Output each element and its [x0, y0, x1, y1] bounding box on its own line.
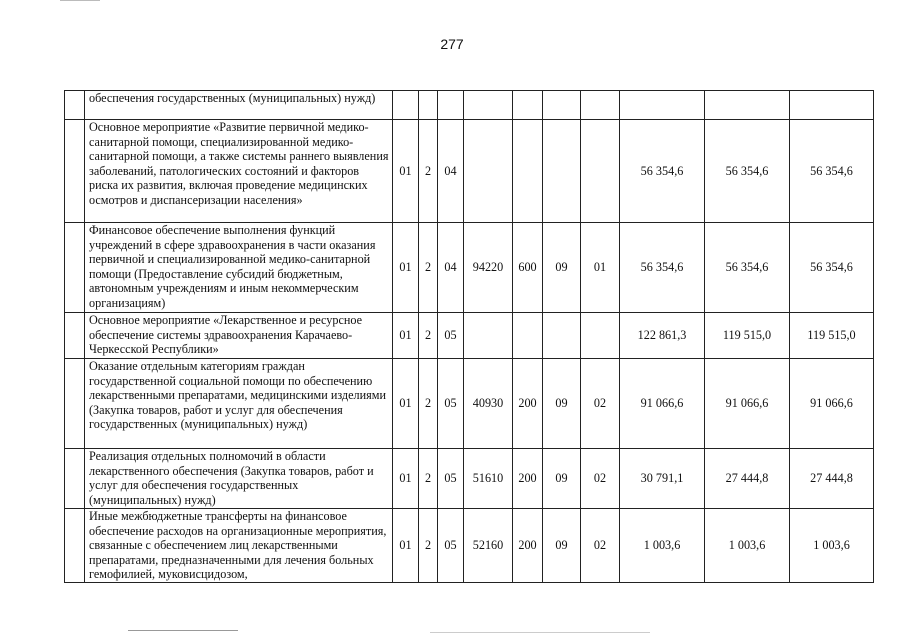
cell-program: 01 [393, 449, 419, 509]
cell-expense-type: 200 [513, 359, 543, 449]
cell-sum-3 [790, 91, 874, 120]
cell-direction: 94220 [464, 223, 513, 313]
cell-subprogram: 2 [419, 120, 438, 223]
blank-cell [65, 449, 85, 509]
cell-expense-type: 200 [513, 509, 543, 583]
cell-direction [464, 120, 513, 223]
table-row [65, 509, 874, 583]
cell-program: 01 [393, 509, 419, 583]
cell-sum-3: 27 444,8 [790, 449, 874, 509]
cell-subsection [581, 91, 620, 120]
cell-section [543, 120, 581, 223]
cell-subsection: 02 [581, 449, 620, 509]
cell-sum-3: 56 354,6 [790, 223, 874, 313]
cell-section [543, 313, 581, 359]
cell-subprogram: 2 [419, 223, 438, 313]
row-name: Иные межбюджетные трансферты на финансовое обеспечение расходов на организационные мероприятия, связанные с обеспечением лиц лекарственными препаратами, предназначенными для лечения больных гемофилией, муковисцидозом, [85, 509, 393, 583]
cell-subprogram [419, 91, 438, 120]
cell-sum-2: 1 003,6 [705, 509, 790, 583]
row-name: Реализация отдельных полномочий в области лекарственного обеспечения (Закупка товаров, работ и услуг для обеспечения государственных (муниципальных) нужд) [85, 449, 393, 509]
cell-sum-2: 119 515,0 [705, 313, 790, 359]
cell-subprogram: 2 [419, 359, 438, 449]
table-row [65, 120, 874, 223]
cell-subprogram: 2 [419, 509, 438, 583]
cell-subsection [581, 313, 620, 359]
cell-subsection [581, 120, 620, 223]
blank-cell [65, 223, 85, 313]
cell-expense-type: 200 [513, 449, 543, 509]
cell-expense-type [513, 313, 543, 359]
blank-cell [65, 91, 85, 120]
cell-program: 01 [393, 223, 419, 313]
scan-mark-bottom [128, 630, 238, 631]
blank-cell [65, 509, 85, 583]
cell-main-activity: 04 [438, 120, 464, 223]
cell-main-activity: 05 [438, 313, 464, 359]
scan-mark-bottom-2 [430, 632, 650, 633]
row-name: обеспечения государственных (муниципальных) нужд) [85, 91, 393, 120]
cell-sum-3: 1 003,6 [790, 509, 874, 583]
cell-sum-1: 56 354,6 [620, 223, 705, 313]
cell-sum-1 [620, 91, 705, 120]
cell-subsection: 02 [581, 359, 620, 449]
table-row [65, 359, 874, 449]
cell-subsection: 02 [581, 509, 620, 583]
cell-section: 09 [543, 223, 581, 313]
cell-program: 01 [393, 359, 419, 449]
table-row [65, 223, 874, 313]
cell-sum-1: 30 791,1 [620, 449, 705, 509]
row-name: Основное мероприятие «Лекарственное и ресурсное обеспечение системы здравоохранения Карачаево-Черкесской Республики» [85, 313, 393, 359]
row-name: Оказание отдельным категориям граждан государственной социальной помощи по обеспечению лекарственными препаратами, медицинскими изделиями (Закупка товаров, работ и услуг для обеспечения государственных (муниципальных) нужд) [85, 359, 393, 449]
cell-expense-type [513, 120, 543, 223]
cell-section: 09 [543, 449, 581, 509]
cell-sum-3: 91 066,6 [790, 359, 874, 449]
cell-program [393, 91, 419, 120]
cell-sum-3: 119 515,0 [790, 313, 874, 359]
cell-subprogram: 2 [419, 449, 438, 509]
cell-program: 01 [393, 313, 419, 359]
cell-sum-2: 56 354,6 [705, 120, 790, 223]
cell-section [543, 91, 581, 120]
cell-main-activity: 05 [438, 509, 464, 583]
cell-sum-2 [705, 91, 790, 120]
page-number: 277 [440, 36, 464, 52]
cell-sum-1: 122 861,3 [620, 313, 705, 359]
table-row [65, 449, 874, 509]
cell-sum-1: 56 354,6 [620, 120, 705, 223]
blank-cell [65, 359, 85, 449]
cell-direction [464, 91, 513, 120]
cell-sum-2: 91 066,6 [705, 359, 790, 449]
cell-sum-1: 1 003,6 [620, 509, 705, 583]
table-row [65, 91, 874, 120]
cell-direction [464, 313, 513, 359]
cell-section: 09 [543, 509, 581, 583]
cell-expense-type: 600 [513, 223, 543, 313]
row-name: Финансовое обеспечение выполнения функций учреждений в сфере здравоохранения в части оказания первичной и специализированной медико-санитарной помощи (Предоставление субсидий бюджетным, автономным учреждениям и иным некоммерческим организациям) [85, 223, 393, 313]
blank-cell [65, 313, 85, 359]
cell-direction: 40930 [464, 359, 513, 449]
cell-main-activity: 04 [438, 223, 464, 313]
cell-subprogram: 2 [419, 313, 438, 359]
cell-direction: 51610 [464, 449, 513, 509]
table-row [65, 313, 874, 359]
cell-main-activity: 05 [438, 449, 464, 509]
scan-mark-top [60, 0, 100, 4]
cell-direction: 52160 [464, 509, 513, 583]
cell-sum-2: 27 444,8 [705, 449, 790, 509]
cell-sum-2: 56 354,6 [705, 223, 790, 313]
cell-program: 01 [393, 120, 419, 223]
cell-sum-3: 56 354,6 [790, 120, 874, 223]
blank-cell [65, 120, 85, 223]
cell-subsection: 01 [581, 223, 620, 313]
cell-main-activity [438, 91, 464, 120]
budget-table [64, 90, 874, 583]
cell-main-activity: 05 [438, 359, 464, 449]
row-name: Основное мероприятие «Развитие первичной медико-санитарной помощи, специализированной медико-санитарной помощи, а также системы раннего выявления заболеваний, патологических состояний и факторов риска их развития, включая проведение медицинских осмотров и диспансеризации населения» [85, 120, 393, 223]
cell-sum-1: 91 066,6 [620, 359, 705, 449]
cell-expense-type [513, 91, 543, 120]
cell-section: 09 [543, 359, 581, 449]
